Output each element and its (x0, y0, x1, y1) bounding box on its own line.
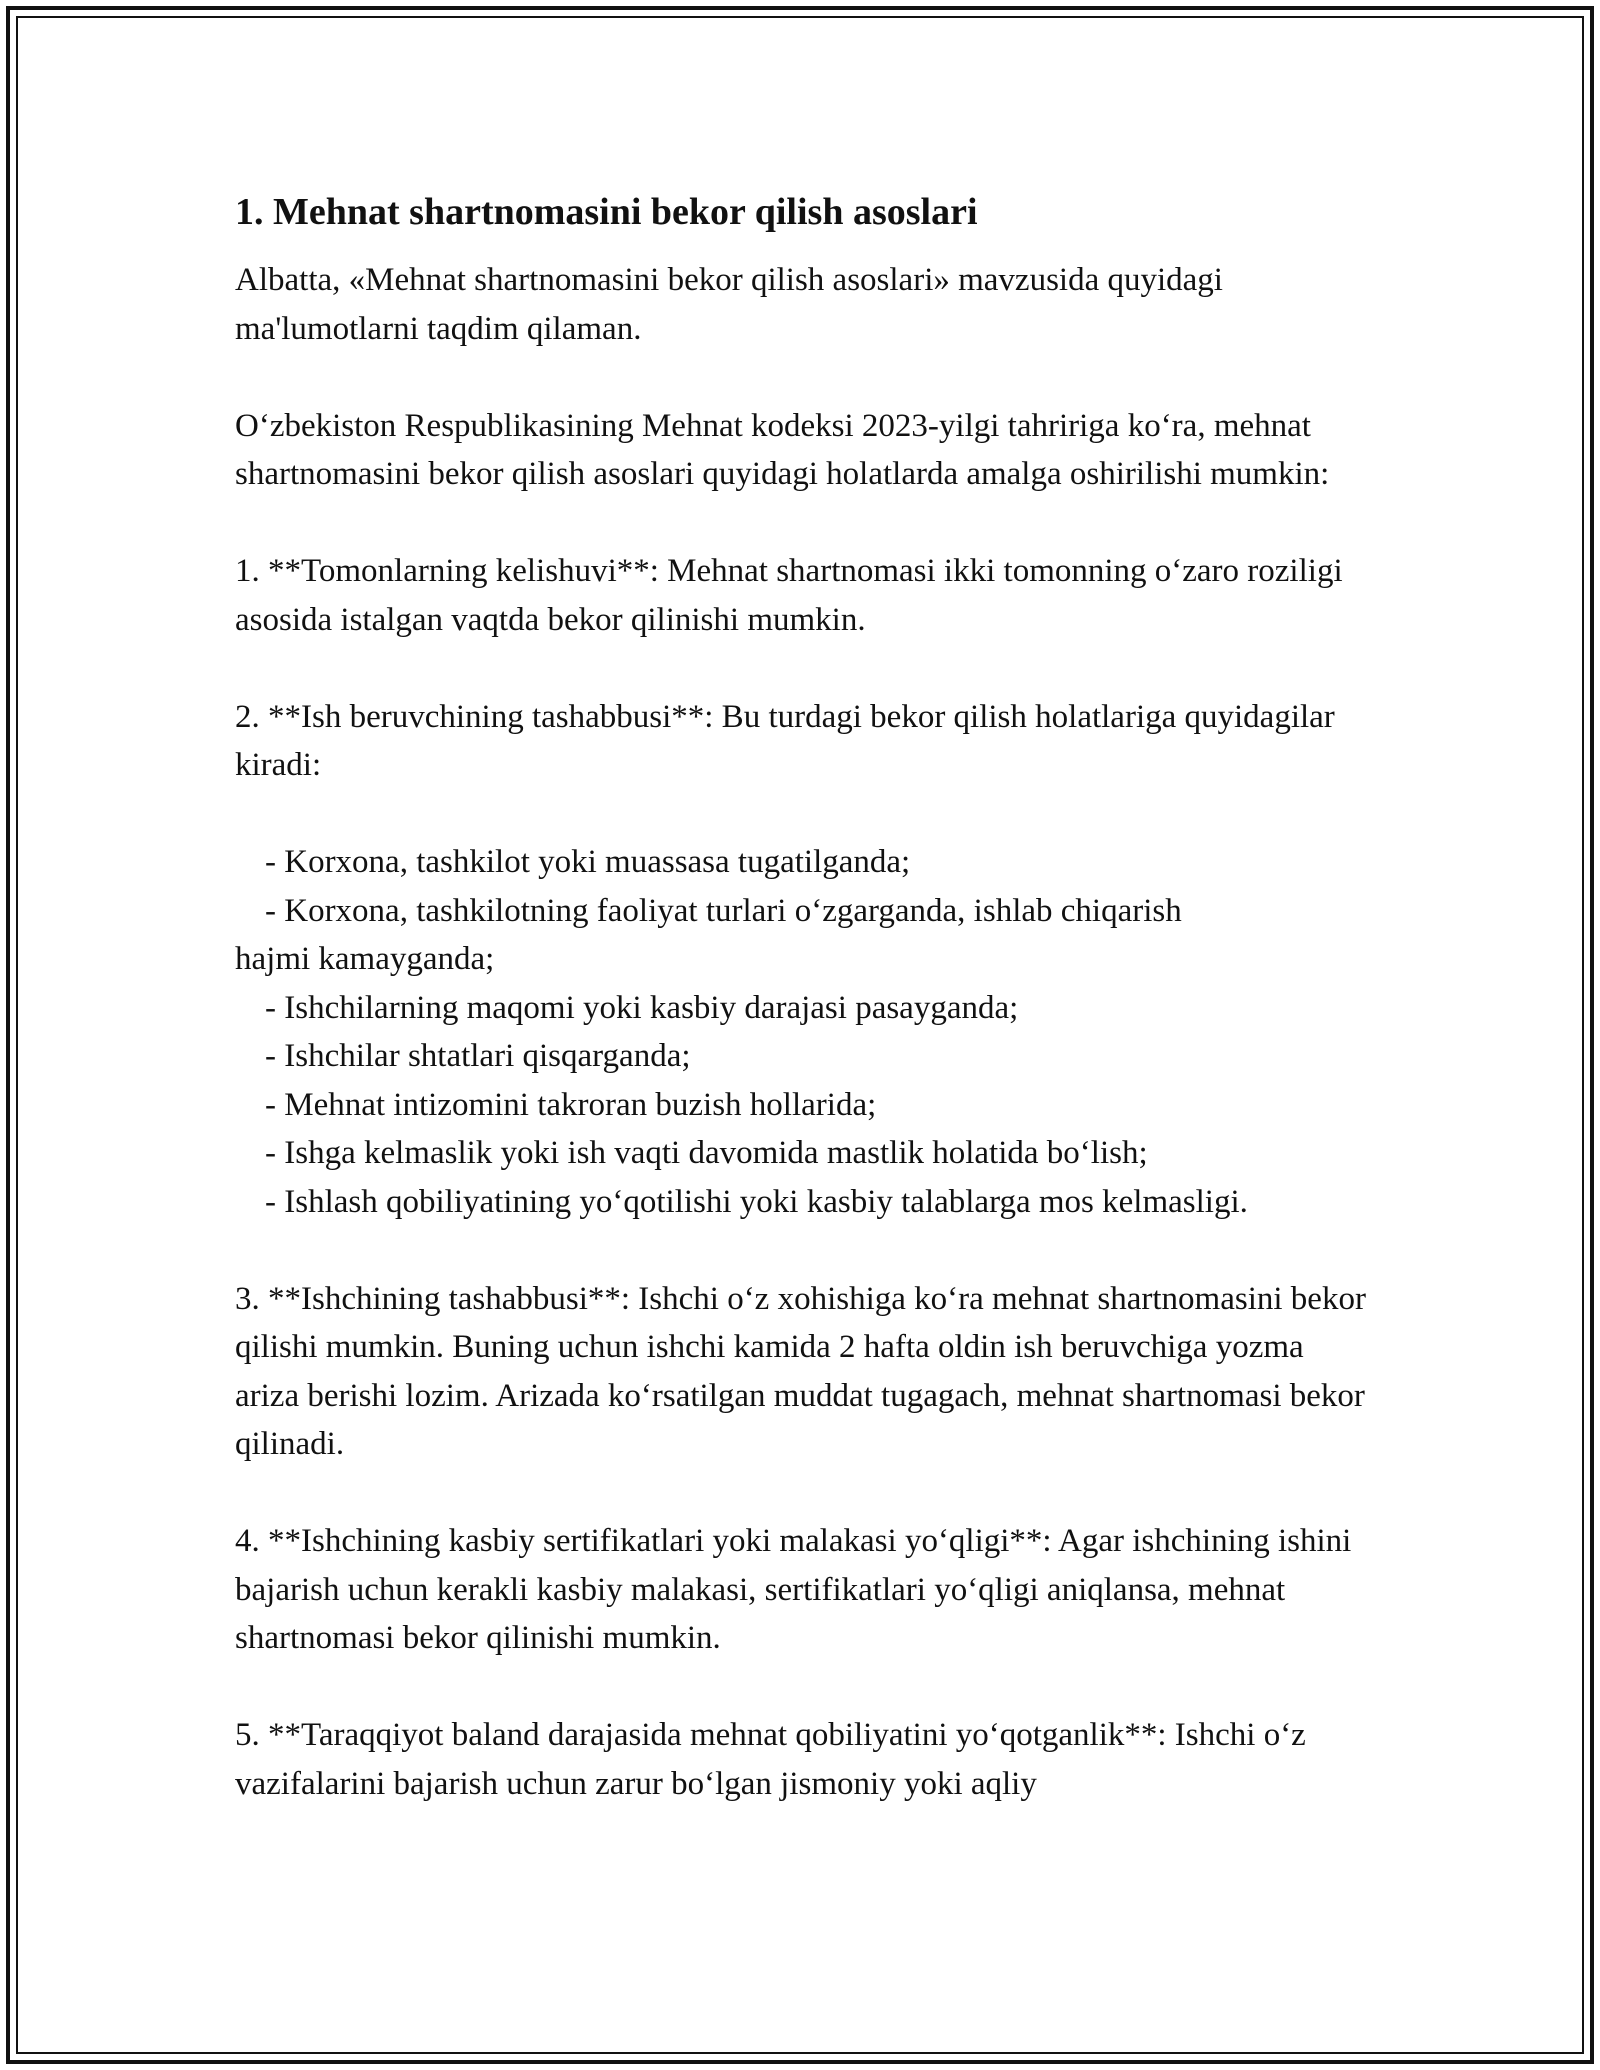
list-item-4: 4. **Ishchining kasbiy sertifikatlari yoki malakasi yoʻqligi**: Agar ishchining ishini bajarish uchun kerakli kasbiy malakasi, sertifikatlari yoʻqligi aniqlansa, mehnat shartnomasi bekor qilinishi mumkin. (235, 1523, 1352, 1656)
paragraph-gap (235, 1226, 1375, 1275)
paragraph-gap (235, 353, 1375, 402)
list-item-1: 1. **Tomonlarning kelishuvi**: Mehnat shartnomasi ikki tomonning oʻzaro roziligi asosida istalgan vaqtda bekor qilinishi mumkin. (235, 553, 1343, 638)
sub-item: - Ishchilar shtatlari qisqarganda; (265, 1038, 691, 1074)
sub-item: - Ishlash qobiliyatining yoʻqotilishi yoki kasbiy talablarga mos kelmasligi. (265, 1183, 1248, 1220)
lead-paragraph: Oʻzbekiston Respublikasining Mehnat kodeksi 2023-yilgi tahririga koʻra, mehnat shartnomasini bekor qilish asoslari quyidagi holatlarda amalga oshirilishi mumkin: (235, 407, 1330, 492)
paragraph-gap (235, 499, 1375, 548)
paragraph-gap (235, 1663, 1375, 1712)
list-item-2: 2. **Ish beruvchining tashabbusi**: Bu turdagi bekor qilish holatlariga quyidagilar kiradi: (235, 698, 1335, 783)
list-item-5: 5. **Taraqqiyot baland darajasida mehnat qobiliyatini yoʻqotganlik**: Ishchi oʻz vazifalarini bajarish uchun zarur boʻlgan jismoniy yoki aqliy (235, 1717, 1306, 1802)
document-body (235, 188, 1375, 1808)
intro-paragraph: Albatta, «Mehnat shartnomasini bekor qilish asoslari» mavzusida quyidagi ma'lumotlarni taqdim qilaman. (235, 262, 1223, 347)
paragraph-gap (235, 790, 1375, 839)
sub-item: - Ishchilarning maqomi yoki kasbiy darajasi pasayganda; (265, 989, 1019, 1026)
list-item-3: 3. **Ishchining tashabbusi**: Ishchi oʻz xohishiga koʻra mehnat shartnomasini bekor qilishi mumkin. Buning uchun ishchi kamida 2 hafta oldin ish beruvchiga yozma ariza berishi lozim. Arizada koʻrsatilgan muddat tugagach, mehnat shartnomasi bekor qilinadi. (235, 1280, 1366, 1462)
sub-item-continuation: hajmi kamayganda; (235, 941, 495, 977)
paragraph-gap (235, 1469, 1375, 1518)
sub-item: - Mehnat intizomini takroran buzish hollarida; (265, 1086, 877, 1123)
paragraph-gap (235, 644, 1375, 693)
section-heading: 1. Mehnat shartnomasini bekor qilish asoslari (235, 191, 978, 233)
sub-item: - Korxona, tashkilotning faoliyat turlari oʻzgarganda, ishlab chiqarish (265, 892, 1182, 929)
sub-item: - Korxona, tashkilot yoki muassasa tugatilganda; (265, 844, 911, 880)
sub-item: - Ishga kelmaslik yoki ish vaqti davomida mastlik holatida boʻlish; (265, 1135, 1148, 1171)
